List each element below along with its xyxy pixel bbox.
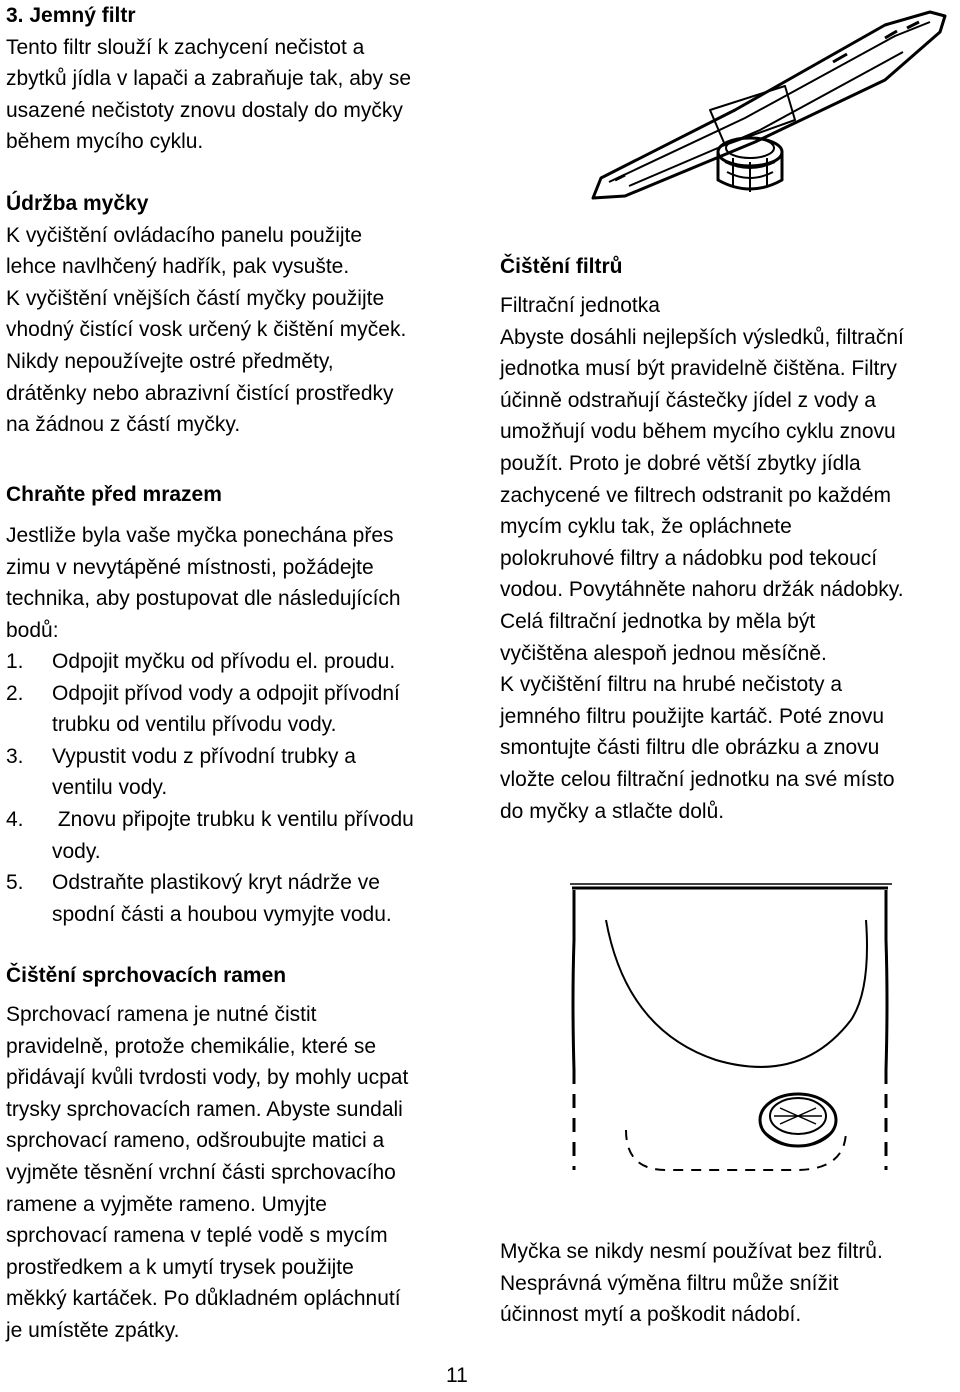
fine-filter-title: 3. Jemný filtr (6, 4, 136, 27)
maintenance-text: drátěnky nebo abrazivní čistící prostředky (6, 381, 394, 405)
spray-arm-illustration (585, 0, 960, 205)
list-item (6, 867, 414, 930)
list-item-text: Odstraňte plastikový kryt nádrže ve (52, 871, 380, 895)
list-item-number: 3. (6, 744, 24, 768)
list-item-number: 1. (6, 650, 24, 673)
maintenance-text: vhodný čistící vosk určený k čištění myček. (6, 318, 407, 342)
filters-text: účinně odstraňují částečky jídel z vody a (500, 388, 876, 412)
filters-text: zachycené ve filtrech odstranit po každém (500, 483, 892, 507)
warning-text: Nesprávná výměna filtru může snížit (500, 1271, 839, 1295)
section-spray-arms (6, 960, 286, 992)
section-fine-filter (6, 0, 411, 158)
fine-filter-text: během mycího cyklu. (6, 130, 204, 154)
filters-text: smontujte části filtru dle obrázku a znovu (500, 736, 880, 760)
spray-arms-text: Sprchovací ramena je nutné čistit (6, 1003, 317, 1026)
section-filters (500, 251, 623, 283)
filters-text: umožňují vodu během mycího cyklu znovu (500, 420, 896, 444)
spray-arms-text: prostředkem a k umytí trysek použijte (6, 1255, 354, 1279)
filters-text: jemného filtru použijte kartáč. Poté znovu (500, 704, 885, 728)
spray-arms-body (6, 999, 408, 1347)
filters-text: polokruhové filtry a nádobku pod tekoucí (500, 546, 878, 570)
filters-text: vložte celou filtrační jednotku na své místo (500, 767, 895, 791)
list-item-text: Odpojit přívod vody a odpojit přívodní (52, 681, 400, 705)
filters-text: použít. Proto je dobré větší zbytky jídla (500, 451, 861, 475)
list-item-text: trubku od ventilu přívodu vody. (52, 713, 337, 737)
warning-text: účinnost mytí a poškodit nádobí. (500, 1303, 802, 1327)
filters-text: vyčištěna alespoň jednou měsíčně. (500, 641, 827, 665)
frost-text: bodů: (6, 618, 59, 642)
list-item-text: Vypustit vodu z přívodní trubky a (52, 744, 356, 768)
list-item-text: Odpojit myčku od přívodu el. proudu. (52, 650, 396, 673)
list-item-text: ventilu vody. (52, 776, 168, 800)
maintenance-title: Údržba myčky (6, 192, 149, 215)
spray-arms-text: měkký kartáček. Po důkladném opláchnutí (6, 1287, 401, 1311)
list-item (6, 741, 414, 804)
filters-text: K vyčištění filtru na hrubé nečistoty a (500, 673, 842, 697)
section-maintenance (6, 188, 406, 441)
list-item-text: Znovu připojte trubku k ventilu přívodu (52, 807, 414, 831)
frost-steps-list (6, 646, 414, 930)
frost-intro (6, 520, 401, 646)
filters-title: Čištění filtrů (500, 255, 623, 278)
maintenance-text: na žádnou z částí myčky. (6, 413, 241, 437)
frost-title: Chraňte před mrazem (6, 483, 222, 506)
list-item (6, 646, 414, 678)
list-item-text: spodní části a houbou vymyjte vodu. (52, 902, 392, 926)
spray-arms-text: pravidelně, protože chemikálie, které se (6, 1034, 377, 1058)
page-number: 11 (446, 1364, 468, 1387)
list-item-number: 4. (6, 807, 24, 831)
frost-text: Jestliže byla vaše myčka ponechána přes (6, 524, 394, 547)
filters-text: Abyste dosáhli nejlepších výsledků, filtrační (500, 325, 904, 349)
filters-body (500, 290, 904, 827)
frost-text: technika, aby postupovat dle následujících (6, 587, 401, 611)
filters-text: Celá filtrační jednotka by měla být (500, 609, 816, 633)
filters-text: Filtrační jednotka (500, 294, 660, 317)
spray-arms-text: je umístěte zpátky. (6, 1318, 180, 1342)
list-item (6, 804, 414, 867)
list-item-number: 2. (6, 681, 24, 705)
list-item-number: 5. (6, 871, 24, 895)
warning-note (500, 1236, 883, 1331)
maintenance-text: K vyčištění ovládacího panelu použijte (6, 223, 363, 247)
maintenance-text: K vyčištění vnějších částí myčky použijte (6, 286, 385, 310)
section-frost (6, 479, 222, 511)
filters-text: vodou. Povytáhněte nahoru držák nádobky. (500, 578, 904, 602)
filter-unit-illustration (566, 880, 896, 1180)
list-item (6, 678, 414, 741)
maintenance-text: Nikdy nepoužívejte ostré předměty, (6, 349, 334, 373)
fine-filter-text: usazené nečistoty znovu dostaly do myčky (6, 98, 403, 122)
filters-text: do myčky a stlačte dolů. (500, 799, 725, 823)
frost-text: zimu v nevytápěné místnosti, požádejte (6, 555, 374, 579)
spray-arms-text: trysky sprchovacích ramen. Abyste sundali (6, 1097, 403, 1121)
spray-arms-text: sprchovací ramena v teplé vodě s mycím (6, 1224, 388, 1248)
spray-arms-text: vyjměte těsnění vrchní části sprchovacího (6, 1160, 396, 1184)
list-item-text: vody. (52, 839, 101, 863)
spray-arms-text: sprchovací rameno, odšroubujte matici a (6, 1129, 385, 1153)
fine-filter-text: Tento filtr slouží k zachycení nečistot a (6, 35, 365, 59)
filters-text: mycím cyklu tak, že opláchnete (500, 515, 792, 539)
fine-filter-text: zbytků jídla v lapači a zabraňuje tak, aby se (6, 67, 412, 91)
spray-arms-text: přidávají kvůli tvrdosti vody, by mohly ucpat (6, 1066, 409, 1090)
filters-text: jednotka musí být pravidelně čištěna. Filtry (500, 357, 897, 381)
warning-text: Myčka se nikdy nesmí používat bez filtrů. (500, 1240, 883, 1263)
spray-arms-title: Čištění sprchovacích ramen (6, 964, 287, 987)
maintenance-text: lehce navlhčený hadřík, pak vysušte. (6, 255, 350, 279)
spray-arms-text: ramene a vyjměte rameno. Umyjte (6, 1192, 327, 1216)
